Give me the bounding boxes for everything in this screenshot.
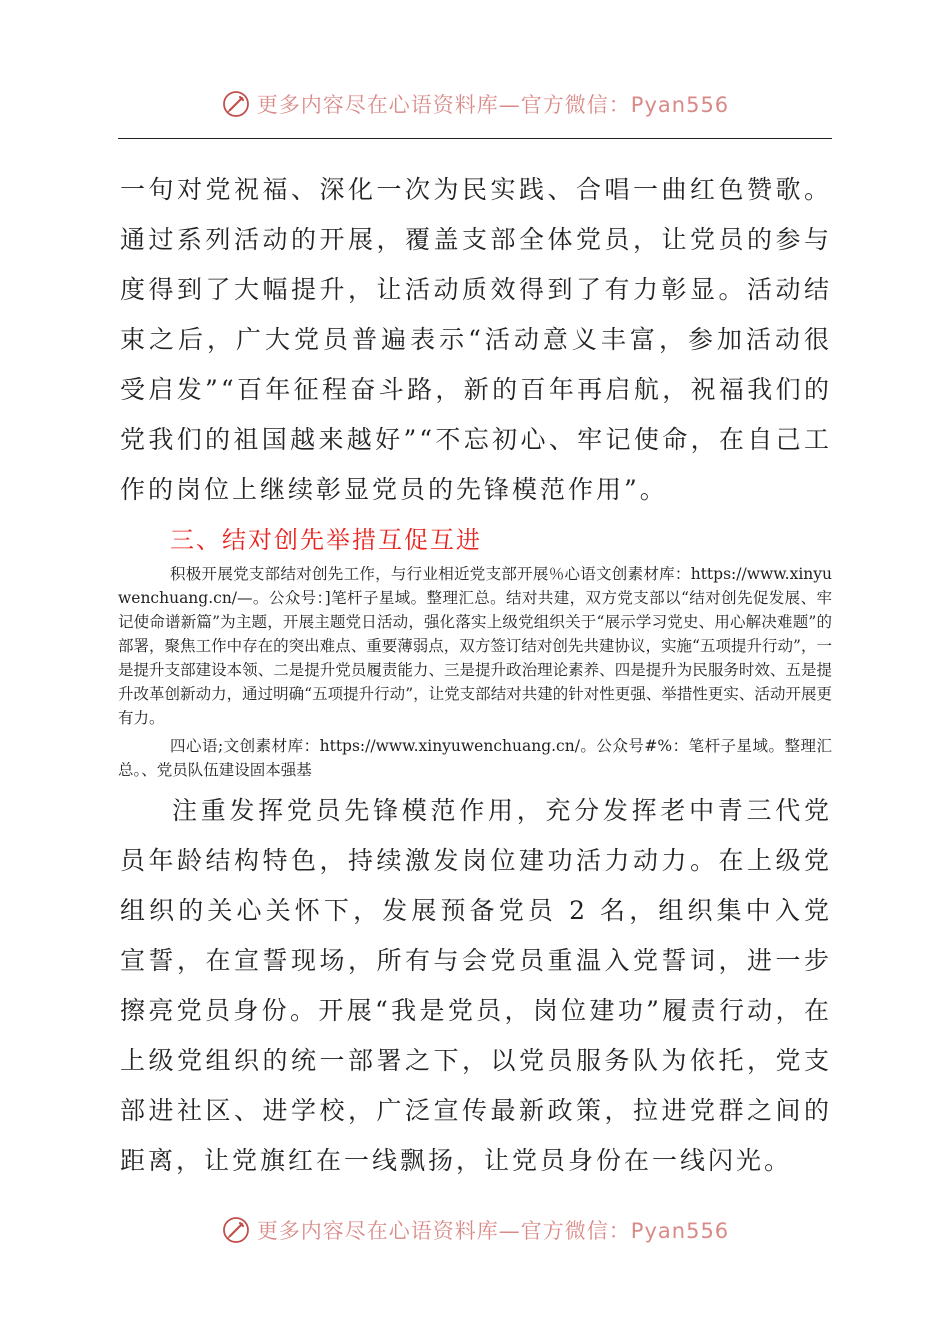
- pen-logo-icon: [221, 89, 251, 119]
- body-paragraph-3: 四心语;文创素材库：https://www.xinyuwenchuang.cn/。公众号#%：笔杆子星域。整理汇总。、党员队伍建设固本强基: [118, 737, 832, 779]
- pen-logo-icon: [221, 1215, 251, 1245]
- header-banner-text: 更多内容尽在心语资料库—官方微信：Pyan556: [256, 93, 730, 117]
- body-paragraph-4: 注重发挥党员先锋模范作用，充分发挥老中青三代党员年龄结构特色，持续激发岗位建功活力动力。在上级党组织的关心关怀下，发展预备党员 2 名，组织集中入党宣誓，在宣誓现场，所有与会党员重温入党誓词，进一步擦亮党员身份。开展“我是党员，岗位建功”履责行动，在上级党组织的统一部署之下，以党员服务队为依托，党支部进社区、进学校，广泛宣传最新政策，拉进党群之间的距离，让党旗红在一线飘扬，让党员身份在一线闪光。: [120, 796, 832, 1175]
- footer-banner: [0, 1208, 950, 1252]
- header-divider: [118, 138, 832, 139]
- body-paragraph-2: 积极开展党支部结对创先工作，与行业相近党支部开展％心语文创素材库：https://www.xinyuwenchuang.cn/—。公众号：]笔杆子星域。整理汇总。结对共建，双方党支部以“结对创先促发展、牢记使命谱新篇”为主题，开展主题党日活动，强化落实上级党组织关于“展示学习党史、用心解决难题”的部署，聚焦工作中存在的突出难点、重要薄弱点，双方签订结对创先共建协议，实施“五项提升行动”，一是提升支部建设本领、二是提升党员履责能力、三是提升政治理论素养、四是提升为民服务时效、五是提升改革创新动力，通过明确“五项提升行动”，让党支部结对共建的针对性更强、举措性更实、活动开展更有力。: [118, 565, 832, 727]
- header-banner: [0, 82, 950, 126]
- footer-banner-text: 更多内容尽在心语资料库—官方微信：Pyan556: [256, 1219, 730, 1243]
- section-heading: 三、结对创先举措互促互进: [170, 526, 482, 554]
- body-paragraph-1: 一句对党祝福、深化一次为民实践、合唱一曲红色赞歌。通过系列活动的开展，覆盖支部全体党员，让党员的参与度得到了大幅提升，让活动质效得到了有力彰显。活动结束之后，广大党员普遍表示“活动意义丰富，参加活动很受启发”“百年征程奋斗路，新的百年再启航，祝福我们的党我们的祖国越来越好”“不忘初心、牢记使命，在自己工作的岗位上继续彰显党员的先锋模范作用”。: [120, 175, 832, 504]
